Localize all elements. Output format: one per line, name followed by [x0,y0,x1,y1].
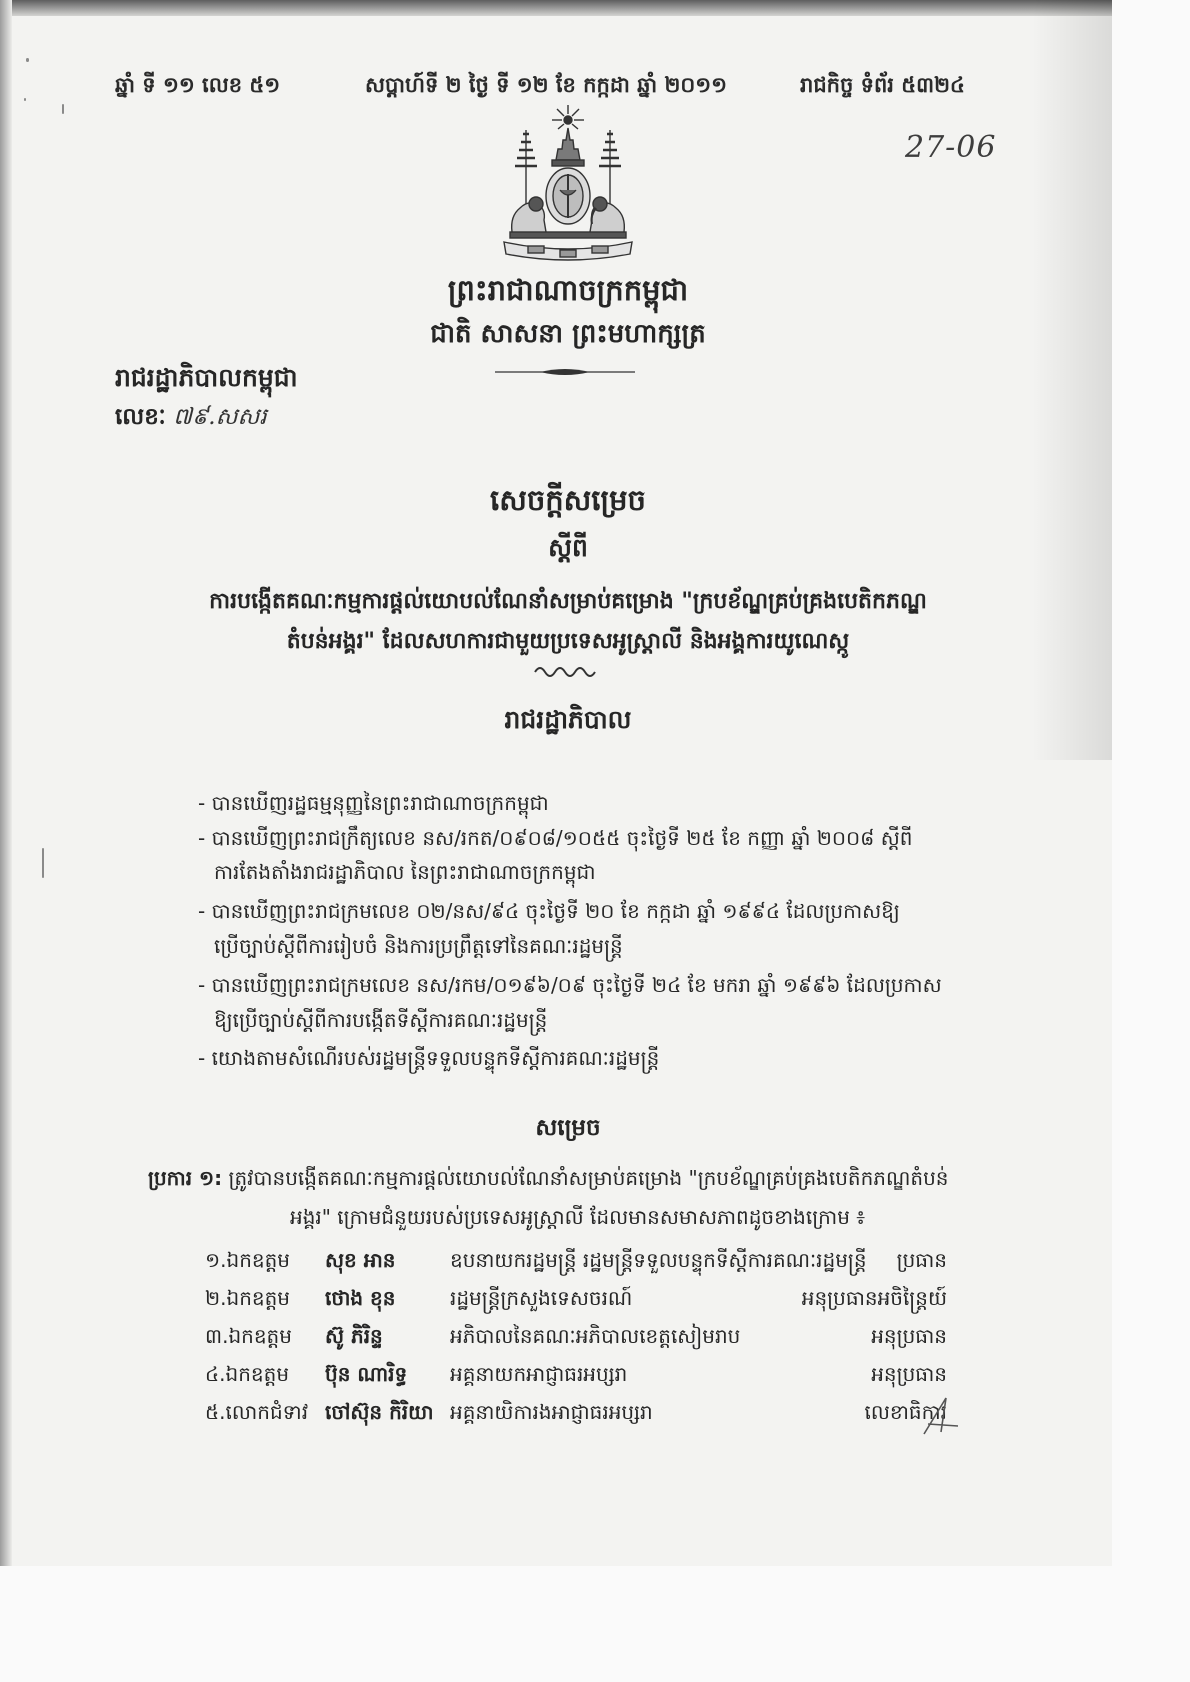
gazette-date: សប្តាហ៍ទី ២ ថ្ងៃ ទី ១២ ខែ កក្កដា ឆ្នាំ ២០១១ [365,73,728,97]
scan-shade [1032,0,1112,760]
member-title: ឯកឧត្តម [225,1362,290,1386]
member-row [205,1319,947,1357]
member-position: រដ្ឋមន្ត្រីក្រសួងទេសចរណ៍ [450,1286,633,1310]
consideration-line: - បានឃើញព្រះរាជក្រមលេខ នស/រកម/០១៩៦/០៩ ចុះថ្ងៃទី ២៤ ខែ មករា ឆ្នាំ ១៩៩៦ ដែលប្រកាស [198,973,942,997]
scan-artifact [24,98,26,101]
consideration-line: - បានឃើញរដ្ឋធម្មនុញ្ញនៃព្រះរាជាណាចក្រកម្ពុជា [198,791,549,815]
subject-line: ការបង្កើតគណៈកម្មការផ្តល់យោបល់ណែនាំសម្រាប់គម្រោង "ក្របខ័ណ្ឌគ្រប់គ្រងបេតិកភណ្ឌ [209,589,927,614]
consideration-line: ប្រើច្បាប់ស្តីពីការរៀបចំ និងការប្រព្រឹត្តទៅនៃគណៈរដ្ឋមន្ត្រី [214,934,623,958]
member-number: ១. [205,1248,227,1272]
document-number-value: ៧៩.សសរ [173,404,267,430]
title-ornament [533,664,603,678]
member-honorific [205,1247,325,1277]
authority-heading: រាជរដ្ឋាភិបាល [504,705,632,734]
member-name: ថោង ខុន [325,1286,396,1310]
gazette-page-number: រាជកិច្ច ទំព័រ ៥៣២៤ [800,73,965,97]
committee-members-list [205,1243,947,1433]
member-number: ៤. [205,1362,226,1386]
article-1-text: អង្គរ" ក្រោមជំនួយរបស់ប្រទេសអូស្ត្រាលី ដែលមានសមាសភាពដូចខាងក្រោម ៖ [290,1205,866,1229]
member-number: ៥. [205,1400,226,1424]
member-role: អនុប្រធាន [871,1324,947,1348]
scan-artifact [42,848,44,878]
member-position: អគ្គនាយិការងអាជ្ញាធរអប្សរា [450,1400,653,1424]
article-1-text: ត្រូវបានបង្កើតគណៈកម្មការផ្តល់យោបល់ណែនាំសម្រាប់គម្រោង "ក្របខ័ណ្ឌគ្រប់គ្រងបេតិកភណ្ឌតំបន់ [228,1166,949,1190]
consideration-line: - យោងតាមសំណើរបស់រដ្ឋមន្ត្រីទទួលបន្ទុកទីស្តីការគណៈរដ្ឋមន្ត្រី [198,1046,660,1070]
document-type: សេចក្តីសម្រេច [490,483,646,517]
consideration-line: ការតែងតាំងរាជរដ្ឋាភិបាល នៃព្រះរាជាណាចក្រកម្ពុជា [214,860,596,884]
member-name: ប៊ុន ណារិទ្ធ [325,1362,408,1386]
member-row [205,1357,947,1395]
article-1-first-line [148,1165,949,1191]
member-row [205,1395,947,1433]
motto-divider [495,366,635,378]
subject-line: តំបន់អង្គរ" ដែលសហការជាមួយប្រទេសអូស្ត្រាលី និងអង្គការយូណេស្កូ [286,629,850,654]
member-honorific [205,1361,325,1391]
member-title: ឯកឧត្តម [226,1286,290,1310]
member-position: អគ្គនាយកអាជ្ញាធរអប្សរា [450,1362,628,1386]
member-position: អភិបាលនៃគណៈអភិបាលខេត្តសៀមរាប [450,1324,741,1348]
consideration-line: ឱ្យប្រើច្បាប់ស្តីពីការបង្កើតទីស្តីការគណៈរដ្ឋមន្ត្រី [214,1008,548,1032]
gazette-year-issue: ឆ្នាំ ទី ១១ លេខ ៥១ [115,73,281,97]
scan-top-edge [0,0,1112,16]
member-title: ឯកឧត្តម [228,1324,292,1348]
member-number: ២. [205,1286,227,1310]
member-role: ប្រធាន [896,1248,947,1272]
document-number [115,403,267,433]
member-honorific [205,1323,325,1353]
scan-artifact [26,58,29,62]
decision-heading: សម្រេច [535,1115,601,1141]
member-role: អនុប្រធានអចិន្ត្រៃយ៍ [801,1286,947,1310]
member-honorific [205,1285,325,1315]
royal-coat-of-arms-emblem [488,104,648,264]
member-title: ឯកឧត្តម [226,1248,290,1272]
member-name: ចៅស៊ុន កិរិយា [325,1400,434,1424]
member-position: ឧបនាយករដ្ឋមន្ត្រី រដ្ឋមន្ត្រីទទួលបន្ទុកទីស្តីការគណៈរដ្ឋមន្ត្រី [450,1248,867,1272]
issuer-name: រាជរដ្ឋាភិបាលកម្ពុជា [115,363,298,392]
scan-left-edge [0,0,12,1566]
article-1-label: ប្រការ ១: [148,1166,223,1190]
member-number: ៣. [205,1324,229,1348]
consideration-line: - បានឃើញព្រះរាជក្រមលេខ ០២/នស/៩៤ ចុះថ្ងៃទី ២០ ខែ កក្កដា ឆ្នាំ ១៩៩៤ ដែលប្រកាសឱ្យ [198,899,900,923]
document-about: ស្តីពី [548,533,588,562]
member-honorific [205,1399,325,1429]
document-number-label: លេខៈ [115,404,166,430]
member-row [205,1243,947,1281]
member-role: អនុប្រធាន [871,1362,947,1386]
kingdom-name: ព្រះរាជាណាចក្រកម្ពុជា [447,273,689,307]
scan-artifact [62,104,64,114]
member-role: លេខាធិការ [864,1400,947,1424]
national-motto: ជាតិ សាសនា ព្រះមហាក្សត្រ [430,319,706,349]
member-title: លោកជំទាវ [225,1400,309,1424]
consideration-line: - បានឃើញព្រះរាជក្រឹត្យលេខ នស/រកត/០៩០៨/១០៥៥ ចុះថ្ងៃទី ២៥ ខែ កញ្ញា ឆ្នាំ ២០០៨ ស្តីពី [198,826,913,850]
initial-signature [916,1392,964,1440]
member-name: ស៊ូ ភិរិន្ទ [325,1324,383,1348]
handwritten-note: 27-06 [905,130,997,165]
member-name: សុខ អាន [325,1248,396,1272]
member-row [205,1281,947,1319]
